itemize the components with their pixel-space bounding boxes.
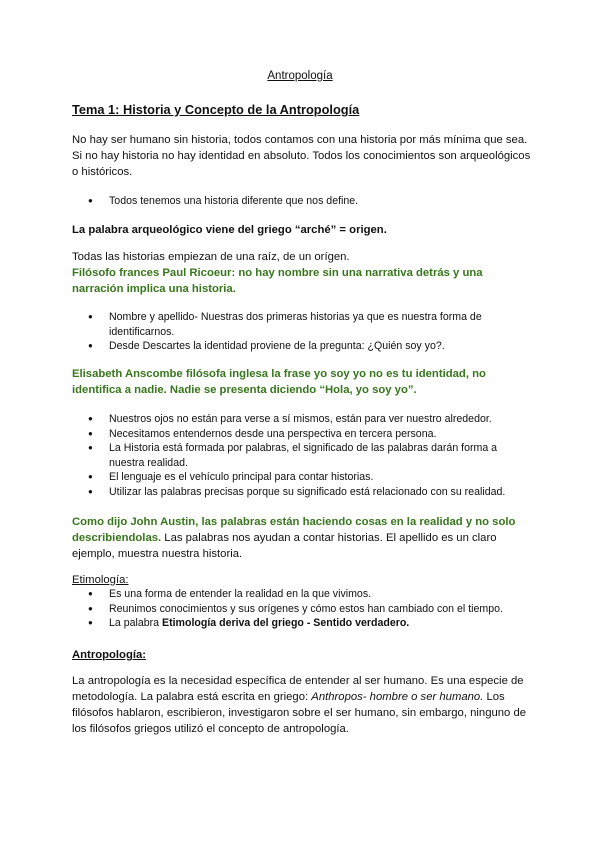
bullet-list-1 xyxy=(72,194,532,209)
document-title: Antropología xyxy=(267,70,333,82)
etymology-heading: Etimología: xyxy=(72,574,129,586)
etym-last-plain: La palabra xyxy=(109,617,163,630)
list-item: ● Desde Descartes la identidad proviene de la pregunta: ¿Quién soy yo?. xyxy=(72,339,532,354)
anth-text-2: Los filósofos hablaron, escribieron, investigaron sobre el ser humano, sin embargo, ninguno de los filósofos griegos utilizó el concepto de antropología. xyxy=(72,691,527,735)
list-item: ● Es una forma de entender la realidad en la que vivimos. xyxy=(72,587,532,602)
bullet-list-3 xyxy=(72,412,532,500)
austin-rest-text: Las palabras nos ayudan a contar historias. El apellido es un claro ejemplo, muestra nuestra historia. xyxy=(72,532,497,560)
list-item: ● El lenguaje es el vehículo principal para contar historias. xyxy=(72,470,532,485)
austin-green-text: Como dijo John Austin, las palabras están haciendo cosas en la realidad y no solo describiendolas. xyxy=(72,516,516,544)
roots-line: Todas las historias empiezan de una raíz, de un orígen. xyxy=(72,251,350,263)
anth-text-1: La antropología es la necesidad específica de entender al ser humano. Es una especie de metodología. La palabra está escrita en griego: xyxy=(72,675,524,703)
list-item: ● Todos tenemos una historia diferente que nos define. xyxy=(72,194,532,209)
bullet-list-2 xyxy=(72,310,532,354)
anth-italic: Anthropos- hombre o ser humano. xyxy=(311,691,484,703)
list-item xyxy=(72,616,532,631)
list-item: ● La Historia está formada por palabras, el significado de las palabras darán forma a nuestra realidad. xyxy=(72,441,532,470)
ricoeur-quote: Filósofo frances Paul Ricoeur: no hay nombre sin una narrativa detrás y una narración implica una historia. xyxy=(72,267,483,295)
list-item: ● Nombre y apellido- Nuestras dos primeras historias ya que es nuestra forma de identificarnos. xyxy=(72,310,532,339)
archeo-statement: La palabra arqueológico viene del griego “arché” = origen. xyxy=(72,224,387,236)
topic-heading: Tema 1: Historia y Concepto de la Antropología xyxy=(72,102,360,117)
anscombe-quote: Elisabeth Anscombe filósofa inglesa la frase yo soy yo no es tu identidad, no identifica a nadie. Nadie se presenta diciendo “Hola, yo soy yo”. xyxy=(72,368,486,396)
bullet-list-4 xyxy=(72,587,532,631)
list-item: ● Nuestros ojos no están para verse a sí mismos, están para ver nuestro alrededor. xyxy=(72,412,532,427)
list-item: ● Necesitamos entendernos desde una perspectiva en tercera persona. xyxy=(72,427,532,442)
etym-last-bold: Etimología deriva del griego - Sentido verdadero. xyxy=(162,617,410,630)
intro-paragraph: No hay ser humano sin historia, todos contamos con una historia por más mínima que sea. Si no hay historia no hay identidad en absoluto. Todos los conocimientos son arqueológicos o históricos. xyxy=(72,134,531,178)
anthropology-paragraph xyxy=(72,673,532,737)
anthropology-heading: Antropología: xyxy=(72,649,147,661)
austin-paragraph xyxy=(72,514,532,562)
list-item: ● Reunimos conocimientos y sus orígenes y cómo estos han cambiado con el tiempo. xyxy=(72,602,532,617)
list-item: ● Utilizar las palabras precisas porque su significado está relacionado con su realidad. xyxy=(72,485,532,500)
